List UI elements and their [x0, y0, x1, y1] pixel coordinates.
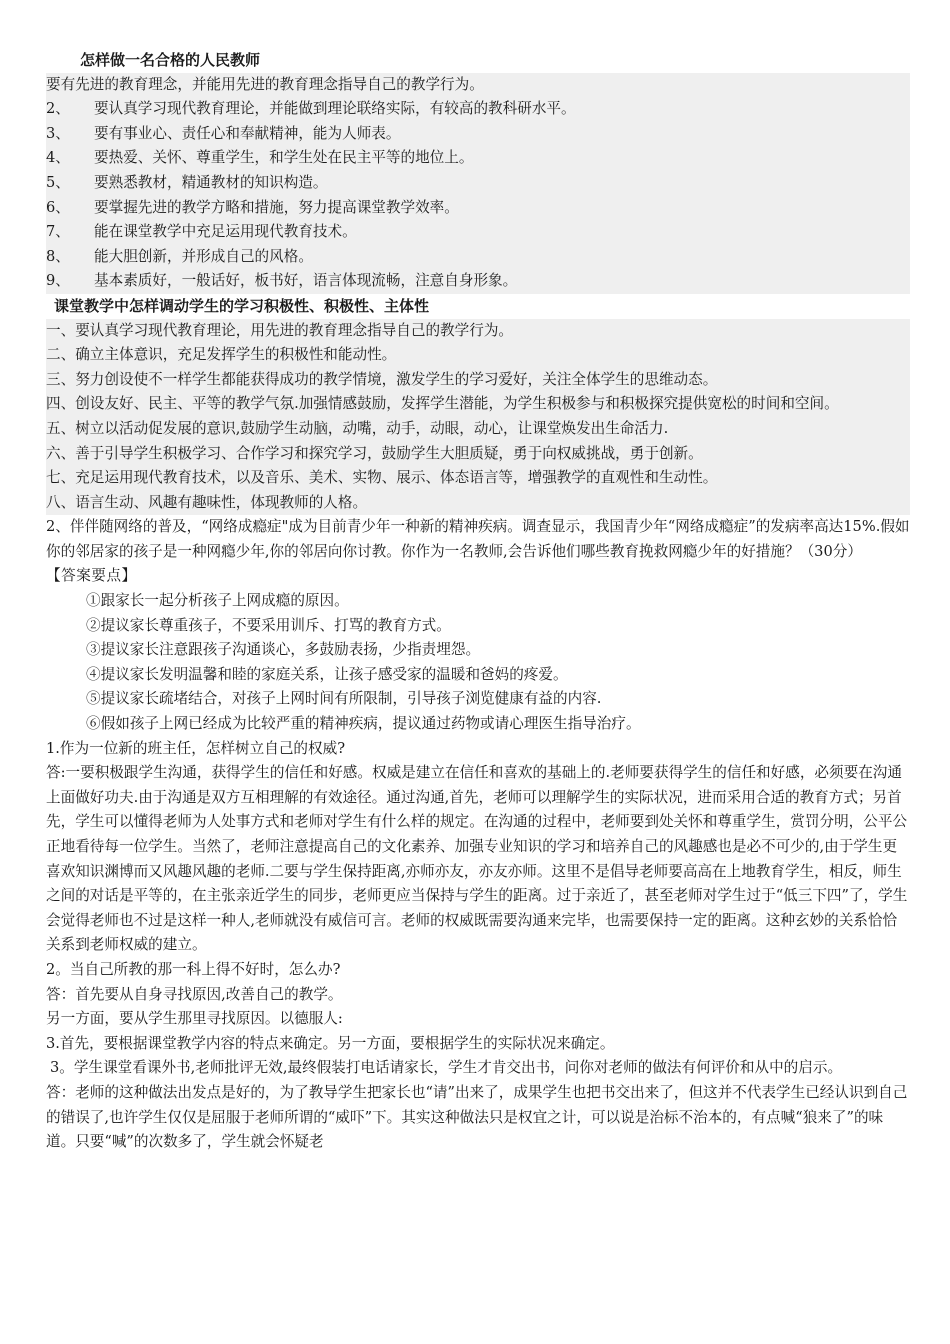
section2-item: 二、确立主体意识，充足发挥学生的积极性和能动性。 — [46, 346, 397, 364]
section2-item: 四、创设友好、民主、平等的教学气氛.加强情感鼓励，发挥学生潜能，为学生积极参与和积极探究提供宽松的时间和空间。 — [46, 395, 839, 413]
section2-item: 八、语言生动、风趣有趣味性，体现教师的人格。 — [46, 493, 368, 511]
item-number: 2、 — [46, 100, 70, 118]
item-number: 3、 — [46, 124, 70, 142]
section2-item: 一、要认真学习现代教育理论，用先进的教育理念指导自己的教学行为。 — [46, 321, 514, 339]
question-3: 3。学生课堂看课外书,老师批评无效,最终假装打电话请家长，学生才肯交出书，问你对老师的做法有何评价和从中的启示。 — [50, 1059, 843, 1077]
item-number: 5、 — [46, 173, 70, 191]
question-1: 1.作为一位新的班主任，怎样树立自己的权威? — [46, 739, 346, 757]
section1-item — [46, 220, 910, 245]
section1-item — [46, 97, 910, 122]
answer-1: 答:一要积极跟学生沟通，获得学生的信任和好感。权威是建立在信任和喜欢的基础上的.老师要获得学生的信任和好感，必须要在沟通上面做好功夫.由于沟通是双方互相理解的有效途径。通过沟通,首先，老师可以理解学生的实际状况，进而采用合适的教育方式；另首先，学生可以懂得老师为人处事方式和老师对学生有什么样的规定。在沟通的过程中，老师要到处关怀和尊重学生，赏罚分明，公平公正地看待每一位学生。当然了，老师注意提高自己的文化素养、加强专业知识的学习和培养自己的风趣感也是必不可少的,由于学生更喜欢知识渊博而又风趣风趣的老师.二要与学生保持距离,亦师亦友，亦友亦师。这里不是倡导老师要高高在上地教育学生，相反，师生之间的对话是平等的，在主张亲近学生的同步，老师更应当保持与学生的距离。过于亲近了，甚至老师对学生过于“低三下四”了，学生会觉得老师也不过是这样一种人,老师就没有威信可言。老师的权威既需要沟通来完毕，也需要保持一定的距离。这种玄妙的关系恰恰关系到老师权威的建立。 — [46, 764, 908, 954]
item-text: 基本素质好，一般话好，板书好，语言体现流畅，注意自身形象。 — [94, 272, 518, 290]
section1-item — [46, 245, 910, 270]
section2-item: 七、充足运用现代教育技术，以及音乐、美术、实物、展示、体态语言等，增强教学的直观性和生动性。 — [46, 469, 718, 487]
item-text: 能在课堂教学中充足运用现代教育技术。 — [94, 223, 357, 241]
net-addiction-question: 2、伴伴随网络的普及，“网络成瘾症"成为目前青少年一种新的精神疾病。调查显示，我国青少年“网络成瘾症”的发病率高达15%.假如你的邻居家的孩子是一种网瘾少年,你的邻居向你讨教。你作为一名教师,会告诉他们哪些教育挽救网瘾少年的好措施？（30分） — [46, 518, 910, 560]
item-text: 要熟悉教材，精通教材的知识构造。 — [94, 173, 328, 191]
item-number: 9、 — [46, 272, 70, 290]
answer-4: 答：老师的这种做法出发点是好的，为了教导学生把家长也“请”出来了，成果学生也把书交出来了，但这并不代表学生已经认识到自己的错误了,也许学生仅仅是屈服于老师所谓的“威吓”下。其实这种做法只是权宜之计，可以说是治标不治本的，有点喊“狼来了”的味道。只要“喊”的次数多了，学生就会怀疑老 — [46, 1083, 908, 1151]
item-number: 4、 — [46, 149, 70, 167]
answer-label: 【答案要点】 — [46, 567, 137, 585]
answer-point: ②提议家长尊重孩子，不要采用训斥、打骂的教育方式。 — [86, 616, 451, 634]
answer-point: ④提议家长发明温馨和睦的家庭关系，让孩子感受家的温暖和爸妈的疼爱。 — [86, 665, 568, 683]
question-2: 2。当自己所教的那一科上得不好时，怎么办? — [46, 960, 341, 978]
section1-item — [46, 171, 910, 196]
section1-item — [46, 196, 910, 221]
item-text: 要认真学习现代教育理论，并能做到理论联络实际，有较高的教科研水平。 — [94, 100, 576, 118]
answer-2-part-1: 答：首先要从自身寻找原因,改善自己的教学。 — [46, 985, 343, 1003]
section2-item: 五、树立以活动促发展的意识,鼓励学生动脑，动嘴，动手，动眼，动心，让课堂焕发出生命活力. — [46, 419, 669, 437]
section1-item — [46, 146, 910, 171]
section1-intro: 要有先进的教育理念，并能用先进的教育理念指导自己的教学行为。 — [46, 75, 484, 93]
section2-item: 三、努力创设使不一样学生都能获得成功的教学情境，激发学生的学习爱好，关注全体学生的思维动态。 — [46, 370, 718, 388]
answer-point: ①跟家长一起分析孩子上网成瘾的原因。 — [86, 592, 349, 610]
section2-block — [46, 319, 910, 516]
section2-item: 六、善于引导学生积极学习、合作学习和探究学习，鼓励学生大胆质疑，勇于向权威挑战，勇于创新。 — [46, 444, 703, 462]
item-number: 6、 — [46, 198, 70, 216]
section1-block — [46, 73, 910, 294]
item-number: 7、 — [46, 223, 70, 241]
answer-point: ⑥假如孩子上网已经成为比较严重的精神疾病，提议通过药物或请心理医生指导治疗。 — [86, 715, 641, 733]
answer-point: ⑤提议家长疏堵结合，对孩子上网时间有所限制，引导孩子浏览健康有益的内容. — [86, 690, 602, 708]
answer-3: 3.首先，要根据课堂教学内容的特点来确定。另一方面，要根据学生的实际状况来确定。 — [46, 1034, 615, 1052]
section1-item — [46, 122, 910, 147]
answer-point: ③提议家长注意跟孩子沟通谈心，多鼓励表扬，少指责埋怨。 — [86, 641, 481, 659]
item-text: 要热爱、关怀、尊重学生，和学生处在民主平等的地位上。 — [94, 149, 474, 167]
section2-title: 课堂教学中怎样调动学生的学习积极性、积极性、主体性 — [54, 296, 430, 315]
item-text: 要掌握先进的教学方略和措施，努力提高课堂教学效率。 — [94, 198, 459, 216]
item-text: 要有事业心、责任心和奉献精神，能为人师表。 — [94, 124, 401, 142]
section1-title: 怎样做一名合格的人民教师 — [80, 51, 261, 69]
section1-item — [46, 269, 910, 294]
item-number: 8、 — [46, 247, 70, 265]
item-text: 能大胆创新，并形成自己的风格。 — [94, 247, 313, 265]
answer-2-part-2: 另一方面，要从学生那里寻找原因。以德服人: — [46, 1010, 343, 1028]
